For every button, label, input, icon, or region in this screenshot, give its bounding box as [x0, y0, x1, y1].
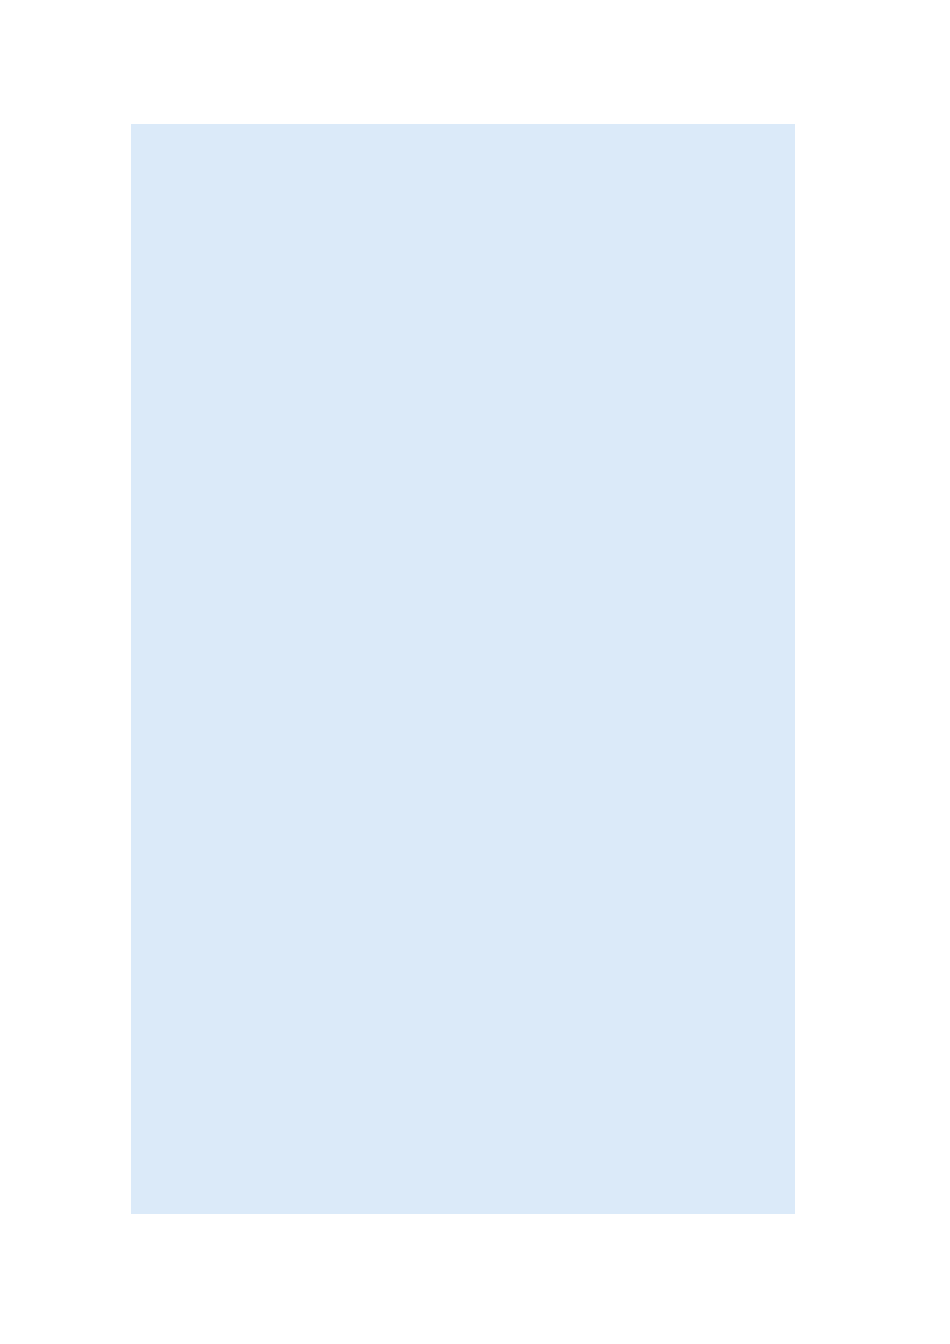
- document-panel: [131, 124, 795, 1214]
